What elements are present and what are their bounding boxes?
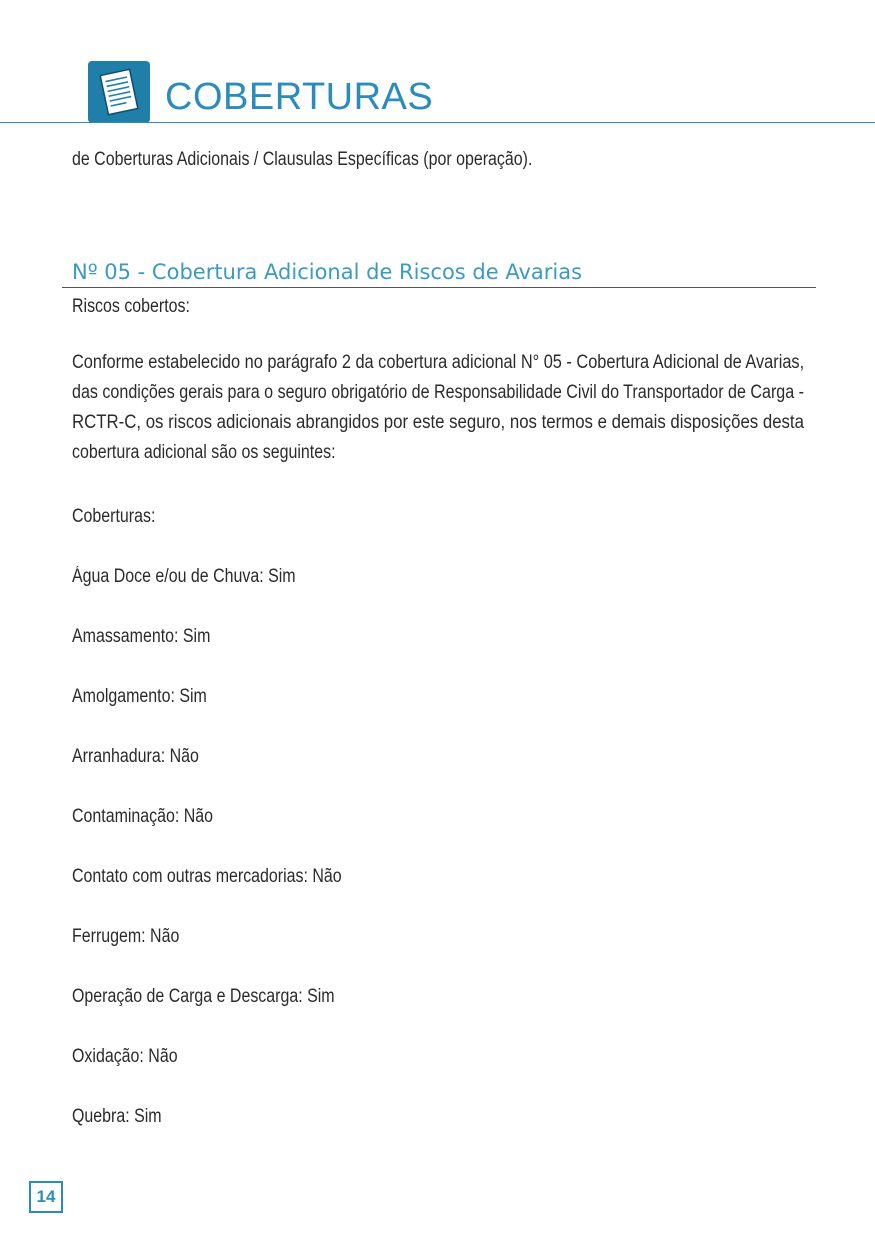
- section-divider: [62, 287, 816, 288]
- page-number: 14: [29, 1181, 63, 1213]
- intro-line: de Coberturas Adicionais / Clausulas Específicas (por operação).: [72, 149, 533, 170]
- paragraph-line: cobertura adicional são os seguintes:: [72, 442, 336, 463]
- coverage-item: Ferrugem: Não: [72, 926, 180, 947]
- coverage-item: Oxidação: Não: [72, 1046, 178, 1067]
- document-icon: [88, 61, 150, 123]
- section-heading: Nº 05 - Cobertura Adicional de Riscos de Avarias: [72, 260, 583, 284]
- coverage-item: Arranhadura: Não: [72, 746, 199, 767]
- paragraph-line: das condições gerais para o seguro obrigatório de Responsabilidade Civil do Transportador de Carga -: [72, 382, 805, 403]
- coverage-item: Quebra: Sim: [72, 1106, 162, 1127]
- paragraph-line: Conforme estabelecido no parágrafo 2 da cobertura adicional N° 05 - Cobertura Adicional de Avarias,: [72, 352, 805, 373]
- page-title: COBERTURAS: [165, 76, 434, 118]
- coverage-item: Amolgamento: Sim: [72, 686, 207, 707]
- coverage-item: Contaminação: Não: [72, 806, 214, 827]
- header-divider: [0, 122, 875, 123]
- coverage-item: Operação de Carga e Descarga: Sim: [72, 986, 335, 1007]
- coverage-item: Amassamento: Sim: [72, 626, 211, 647]
- riscos-label: Riscos cobertos:: [72, 296, 190, 317]
- description-paragraph: [72, 348, 804, 468]
- paragraph-line: RCTR-C, os riscos adicionais abrangidos por este seguro, nos termos e demais disposições desta: [72, 412, 804, 433]
- coverage-item: Água Doce e/ou de Chuva: Sim: [72, 566, 296, 587]
- coverage-item: Contato com outras mercadorias: Não: [72, 866, 342, 887]
- coberturas-label: Coberturas:: [72, 506, 156, 527]
